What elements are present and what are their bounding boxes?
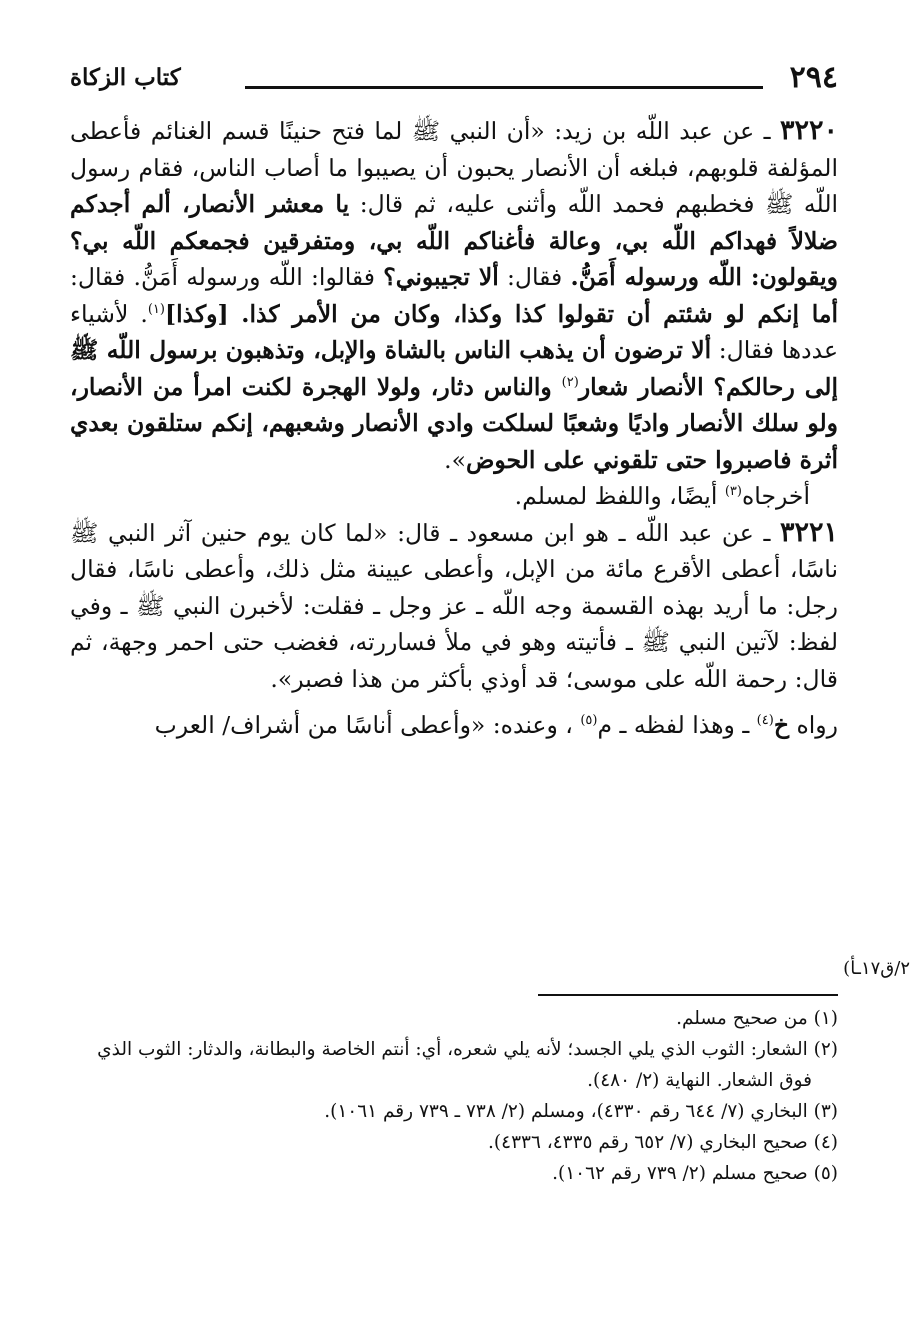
footnote-ref-5[interactable]: (٥) <box>580 713 598 729</box>
prophet-speech: ألا تجيبوني؟ <box>383 263 499 291</box>
hadith-3221 <box>70 515 838 698</box>
hadith-text: فقال: <box>498 263 571 291</box>
takhrij-3221 <box>70 707 838 744</box>
footnote-ref-3[interactable]: (٣) <box>724 484 742 500</box>
footnote-ref-2[interactable]: (٢) <box>561 374 579 390</box>
hadith-text: ـ عن عبد اللّه ـ هو ابن مسعود ـ قال: «لما كان يوم حنين آثر النبي ﷺ ناسًا، أعطى الأقرع مائة من الإبل، وأعطى عيينة مثل ذلك، وأعطى ناسًا، فقال رجل: ما أريد بهذه القسمة وجه اللّه ـ عز وجل ـ فقلت: لأخبرن النبي ﷺ ـ وفي لفظ: لآتين النبي ﷺ ـ فأتيته وهو في ملأ فساررته، فغضب حتى احمر وجهة، ثم قال: رحمة اللّه على موسى؛ قد أوذي بأكثر من هذا فصبر». <box>70 518 838 693</box>
hadith-text: ـ عن عبد اللّه بن زيد: «أن النبي ﷺ لما فتح حنينًا قسم الغنائم فأعطى المؤلفة قلوبهم، فبلغه أن الأنصار يحبون أن يصيبوا ما أصاب الناس، فقام رسول اللّه ﷺ فخطبهم فحمد اللّه وأثنى عليه، ثم قال: <box>70 117 839 218</box>
manuscript-margin-note: ٢/ق١٧ـأ) <box>843 958 910 979</box>
bukhari-abbrev: خ <box>773 711 789 739</box>
takhrij-text: أخرجاه <box>741 482 810 510</box>
footnote-ref-1[interactable]: (١) <box>147 301 165 317</box>
footnote-ref-4[interactable]: (٤) <box>756 713 774 729</box>
footnote-1: (١) من صحيح مسلم. <box>676 1008 838 1029</box>
prophet-speech: ألا ترضون أن يذهب الناس بالشاة والإبل، وتذهبون برسول اللّه ﷺ إلى رحالكم؟ الأنصار شعار <box>70 336 838 401</box>
takhrij-text: ، وعنده: «وأعطى أناسًا من أشراف/ العرب <box>154 711 581 739</box>
prophet-speech: أما إنكم لو شئتم أن تقولوا كذا وكذا، وكان من الأمر كذا. [وكذا] <box>164 299 838 328</box>
hadith-text: . لأشياء عددها فقال: <box>70 299 838 364</box>
footnote-3: (٣) البخاري (٧/ ٦٤٤ رقم ٤٣٣٠)، ومسلم (٢/ ٧٣٨ ـ ٧٣٩ رقم ١٠٦١). <box>324 1101 838 1122</box>
footnote-4: (٤) صحيح البخاري (٧/ ٦٥٢ رقم ٤٣٣٥، ٤٣٣٦). <box>488 1132 838 1153</box>
footnotes <box>70 1003 838 1189</box>
footnote-separator <box>538 994 838 996</box>
hadith-3220 <box>70 113 838 478</box>
prophet-speech: يا معشر الأنصار، ألم أجدكم ضلالاً فهداكم اللّه بي، وعالة فأغناكم اللّه بي، ومتفرقين فجمعكم اللّه بي؟ ويقولون: اللّه ورسوله أَمَنُّ. <box>70 190 839 291</box>
hadith-number: ٣٢٢٠ <box>779 115 838 146</box>
header-rule <box>245 86 763 89</box>
hadith-text: ». <box>444 445 466 474</box>
hadith-number: ٣٢٢١ <box>779 516 838 548</box>
takhrij-text: رواه <box>788 711 838 739</box>
main-text <box>70 113 838 744</box>
page-header <box>70 60 838 100</box>
takhrij-3220 <box>70 478 838 515</box>
footnote-5: (٥) صحيح مسلم (٢/ ٧٣٩ رقم ١٠٦٢). <box>552 1163 838 1184</box>
page-number: ٢٩٤ <box>789 60 838 95</box>
takhrij-text: ـ وهذا لفظه ـ م <box>597 711 757 739</box>
takhrij-text: أيضًا، واللفظ لمسلم. <box>514 482 725 510</box>
footnote-2: (٢) الشعار: الثوب الذي يلي الجسد؛ لأنه يلي شعره، أي: أنتم الخاصة والبطانة، والدثار: الثوب الذي فوق الشعار. النهاية (٢/ ٤٨٠). <box>97 1039 838 1091</box>
hadith-text: فقالوا: اللّه ورسوله أَمَنُّ. فقال: <box>70 263 384 291</box>
book-title: كتاب الزكاة <box>70 64 181 91</box>
prophet-speech: والناس دثار، ولولا الهجرة لكنت امرأ من الأنصار، ولو سلك الأنصار واديًا وشعبًا لسلكت وادي الأنصار وشعبهم، إنكم ستلقون بعدي أثرة فاصبروا حتى تلقوني على الحوض <box>70 372 838 474</box>
